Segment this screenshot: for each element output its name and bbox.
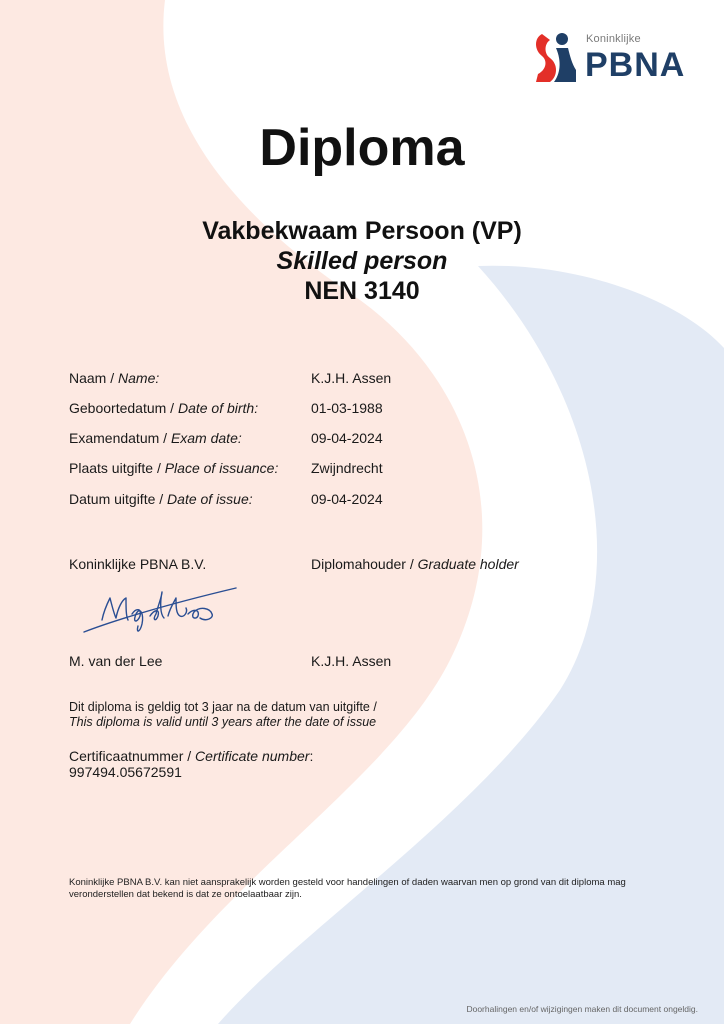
validity-statement [69,700,377,730]
validity-nl: Dit diploma is geldig tot 3 jaar na de datum van uitgifte / [69,700,377,714]
subtitle-line-1: Vakbekwaam Persoon (VP) [202,217,522,245]
graduate-name: K.J.H. Assen [311,653,392,669]
validity-en: This diploma is valid until 3 years after the date of issue [69,715,377,729]
certificate-label: Certificaatnummer / Certificate number: [69,748,314,764]
pbna-logo [532,30,702,86]
certificate-block [69,748,313,780]
pbna-logo-icon [532,30,578,84]
field-value: K.J.H. Assen [311,370,392,386]
field-value: 09-04-2024 [311,430,383,446]
subtitle-line-2: Skilled person [276,247,448,275]
certificate-number: 997494.05672591 [69,764,182,780]
subtitle-block [0,216,724,306]
field-value: 09-04-2024 [311,491,383,507]
field-value: 01-03-1988 [311,400,383,416]
field-label: Geboortedatum / Date of birth: [69,400,259,416]
issuer-organization: Koninklijke PBNA B.V. [69,556,207,572]
disclaimer-text: Koninklijke PBNA B.V. kan niet aansprakelijk worden gesteld voor handelingen of daden waarvan men op grond van dit diploma mag veronderstellen dat bekend is dat ze ontoelaatbaar zijn. [69,877,626,900]
logo-small-text: Koninklijke [586,33,641,45]
diploma-title: Diploma [259,119,465,177]
subtitle-line-3: NEN 3140 [304,277,420,305]
field-label: Datum uitgifte / Date of issue: [69,491,253,507]
field-label: Examendatum / Exam date: [69,430,242,446]
logo-big-text: PBNA [585,46,686,84]
handwritten-signature [80,584,242,638]
field-value: Zwijndrecht [311,460,383,476]
field-label: Naam / Name: [69,370,160,386]
footer-note: Doorhalingen en/of wijzigingen maken dit document ongeldig. [466,1004,698,1014]
graduate-holder-label: Diplomahouder / Graduate holder [311,556,519,572]
signatory-name: M. van der Lee [69,653,163,669]
field-label: Plaats uitgifte / Place of issuance: [69,460,279,476]
